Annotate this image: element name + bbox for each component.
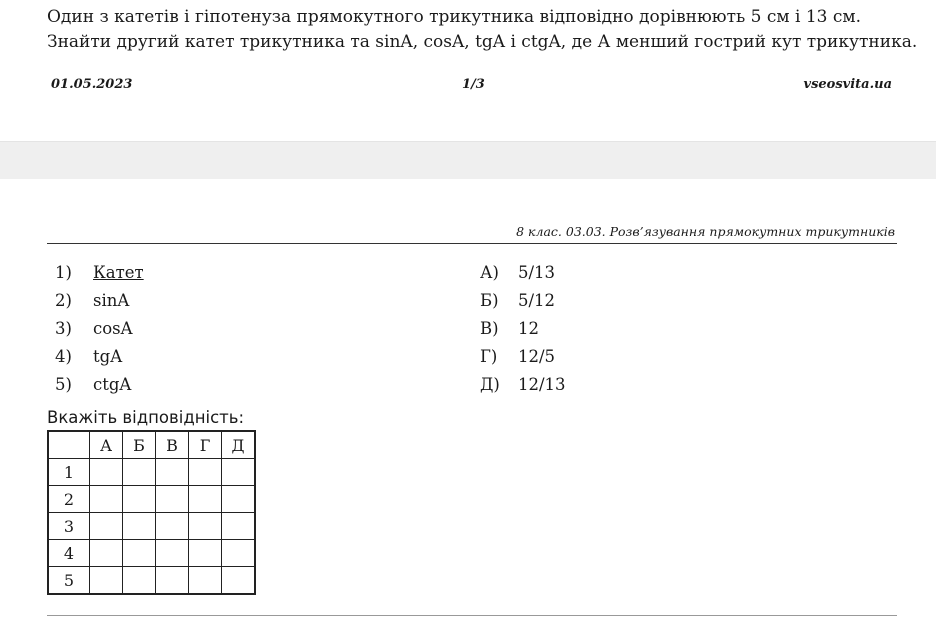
left-item-label: sinA (93, 291, 130, 310)
answer-cell[interactable] (189, 567, 222, 595)
left-item-label: Катет (93, 263, 144, 282)
answer-row-header: 3 (48, 513, 90, 540)
right-item-letter: А) (480, 263, 499, 282)
answer-row-header: 2 (48, 486, 90, 513)
answer-cell[interactable] (189, 459, 222, 486)
header-title: 8 клас. 03.03. Розв’язування прямокутних трикутників (516, 224, 895, 239)
answer-cell[interactable] (90, 513, 123, 540)
answer-cell[interactable] (189, 486, 222, 513)
task-line-2: Знайти другий катет трикутника та sinA, cosA, tgA і ctgA, де А менший гострий кут трикутника. (47, 32, 918, 52)
answer-cell[interactable] (222, 513, 256, 540)
answer-cell[interactable] (156, 459, 189, 486)
answer-col-header: А (90, 431, 123, 459)
right-item-d (480, 375, 566, 395)
answer-table-row (48, 459, 255, 486)
right-item-value: 5/12 (518, 291, 556, 310)
left-item-2 (55, 291, 129, 311)
right-item-letter: Д) (480, 375, 500, 394)
left-item-4 (55, 347, 122, 367)
answer-cell[interactable] (90, 540, 123, 567)
answer-table-row (48, 486, 255, 513)
right-item-value: 12/5 (518, 347, 556, 366)
answer-col-header: В (156, 431, 189, 459)
answer-cell[interactable] (222, 486, 256, 513)
task-line-1: Один з катетів і гіпотенуза прямокутного трикутника відповідно дорівнюють 5 см і 13 см. (47, 7, 862, 27)
left-item-number: 5) (55, 375, 72, 394)
left-item-label: ctgA (93, 375, 132, 394)
page-gap (0, 141, 936, 180)
right-item-letter: В) (480, 319, 499, 338)
answer-cell[interactable] (123, 567, 156, 595)
left-item-5 (55, 375, 131, 395)
answer-cell[interactable] (222, 567, 256, 595)
right-item-value: 5/13 (518, 263, 556, 282)
page-2-top (0, 179, 936, 621)
answer-table-row (48, 540, 255, 567)
footer-page-number: 1/3 (462, 77, 485, 92)
answer-cell[interactable] (123, 513, 156, 540)
answer-col-header: Б (123, 431, 156, 459)
left-item-label: tgA (93, 347, 123, 366)
answer-cell[interactable] (123, 459, 156, 486)
answer-cell[interactable] (90, 486, 123, 513)
right-item-value: 12 (518, 319, 539, 338)
task-text (47, 5, 927, 55)
left-item-number: 4) (55, 347, 72, 366)
footer-date: 01.05.2023 (51, 77, 133, 92)
footer-site: vseosvita.ua (803, 77, 892, 92)
page-1-bottom (0, 0, 936, 141)
answer-table-corner (48, 431, 90, 459)
right-item-letter: Б) (480, 291, 499, 310)
right-item-a (480, 263, 555, 283)
answer-cell[interactable] (90, 459, 123, 486)
right-item-v (480, 319, 539, 339)
right-item-b (480, 291, 555, 311)
answer-row-header: 1 (48, 459, 90, 486)
answer-table-header-row (48, 431, 255, 459)
right-item-g (480, 347, 555, 367)
answer-cell[interactable] (189, 513, 222, 540)
left-item-number: 3) (55, 319, 72, 338)
answer-cell[interactable] (156, 486, 189, 513)
answer-row-header: 4 (48, 540, 90, 567)
answer-cell[interactable] (123, 486, 156, 513)
right-item-letter: Г) (480, 347, 498, 366)
left-item-1 (55, 263, 144, 283)
answer-cell[interactable] (222, 459, 256, 486)
header-rule (47, 243, 897, 244)
answer-cell[interactable] (156, 513, 189, 540)
left-item-3 (55, 319, 133, 339)
answer-row-header: 5 (48, 567, 90, 595)
answer-col-header: Г (189, 431, 222, 459)
left-item-number: 1) (55, 263, 72, 282)
answer-cell[interactable] (90, 567, 123, 595)
answer-col-header: Д (222, 431, 256, 459)
bottom-rule (47, 615, 897, 616)
left-item-label: cosA (93, 319, 133, 338)
answer-table (47, 430, 256, 595)
answer-table-row (48, 513, 255, 540)
right-item-value: 12/13 (518, 375, 566, 394)
answer-cell[interactable] (156, 567, 189, 595)
answer-cell[interactable] (222, 540, 256, 567)
answer-cell[interactable] (189, 540, 222, 567)
answer-cell[interactable] (156, 540, 189, 567)
left-item-number: 2) (55, 291, 72, 310)
answer-table-row (48, 567, 255, 595)
answer-cell[interactable] (123, 540, 156, 567)
answer-prompt: Вкажіть відповідність: (47, 408, 245, 427)
